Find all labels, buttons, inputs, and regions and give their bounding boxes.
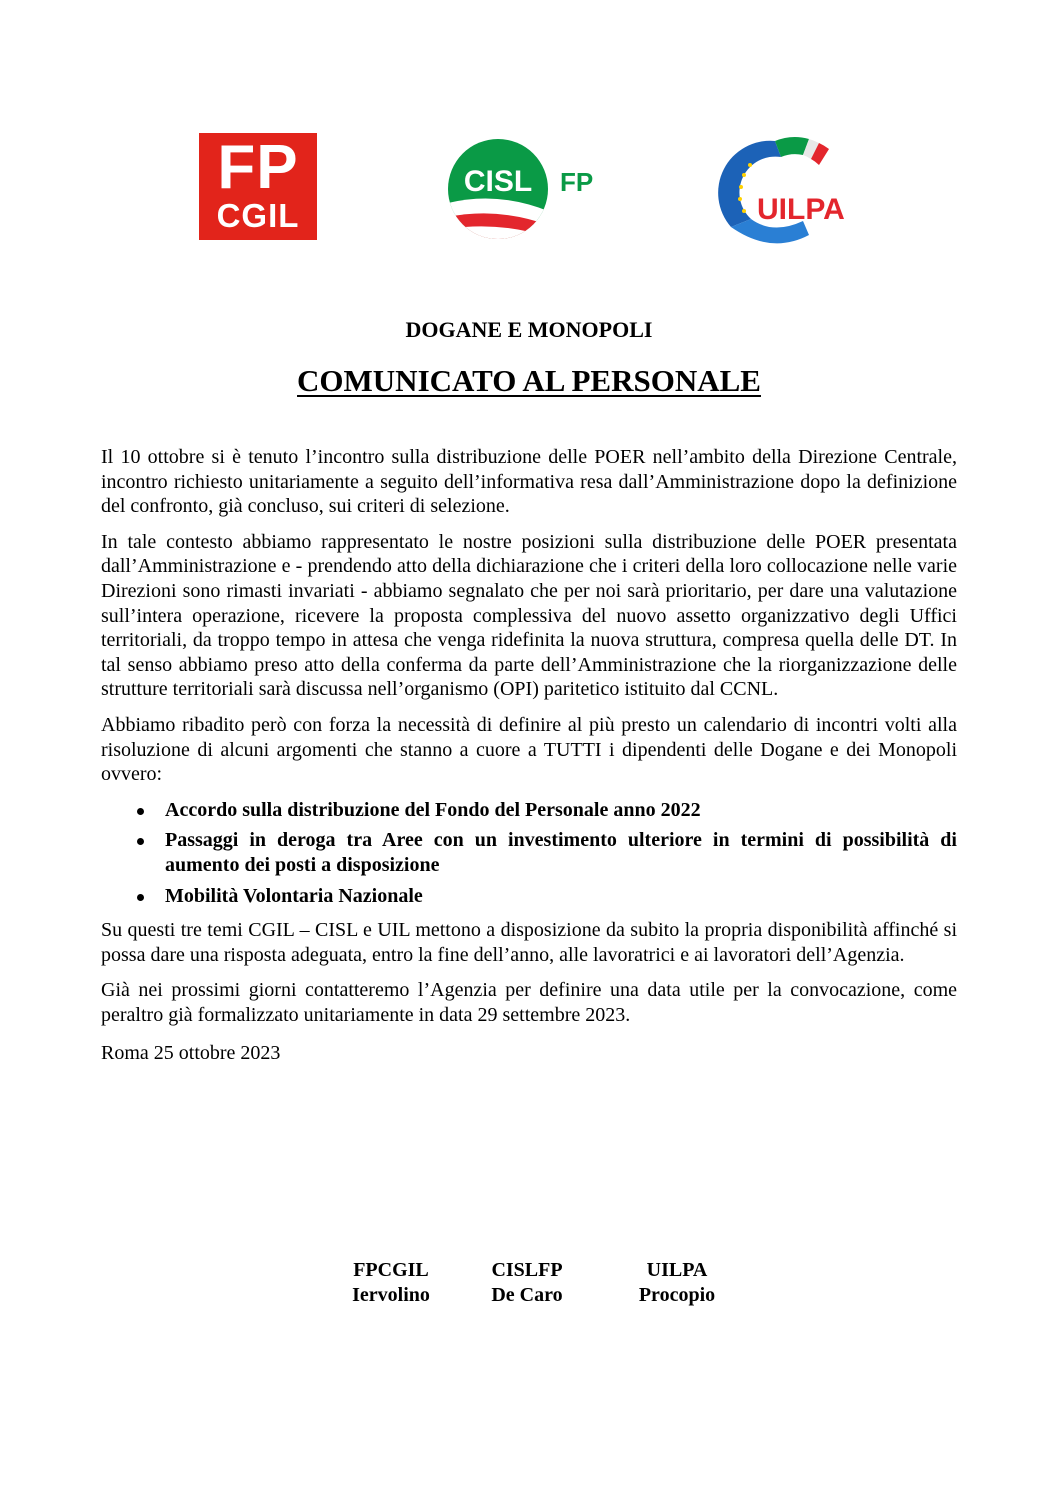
cislfp-logo [448,133,618,245]
paragraph-5: Già nei prossimi giorni contatteremo l’Agenzia per definire una data utile per la convocazione, come peraltro già formalizzato unitariamente in data 29 settembre 2023. [101,979,957,1026]
signature-name: Iervolino [352,1283,430,1306]
paragraph-2: In tale contesto abbiamo rappresentato le nostre posizioni sulla distribuzione delle POER presentata dall’Amministrazione e - prendendo atto della dichiarazione che i criteri della loro collocazione nelle varie Direzioni sono rimasti invariati - abbiamo segnalato che per noi sarà prioritario, per dare una valutazione sull’intera operazione, ricevere la proposta complessiva del nuovo assetto organizzativo degli Uffici territoriali, da troppo tempo in attesa che venga ridefinita la nuova struttura, compresa quella delle DT. In tal senso abbiamo preso atto della conferma da parte dell’Amministrazione che la riorganizzazione delle strutture territoriali sarà discussa nell’organismo (OPI) paritetico istituito dal CCNL. [101,530,957,701]
topics-list [101,798,957,908]
list-item: Passaggi in deroga tra Aree con un investimento ulteriore in termini di possibilità di aumento dei posti a disposizione [165,829,957,876]
list-item: Accordo sulla distribuzione del Fondo del Personale anno 2022 [165,798,957,823]
place-date: Roma 25 ottobre 2023 [101,1042,281,1065]
signature-name: Procopio [638,1283,716,1306]
uilpa-logo-text: UILPA [757,193,845,226]
document-subject: DOGANE E MONOPOLI [405,317,653,342]
signature-cislfp [472,1258,582,1307]
paragraph-1: Il 10 ottobre si è tenuto l’incontro sulla distribuzione delle POER nell’ambito della Direzione Centrale, incontro richiesto unitariamente a seguito dell’informativa resa dall’Amministrazione dopo la definizione del confronto, già concluso, sui criteri di selezione. [101,446,957,518]
cisl-white-band-lower [448,226,548,245]
signature-name: De Caro [491,1283,563,1306]
cisl-logo-text: CISL [463,165,533,198]
signature-fpcgil [336,1258,446,1307]
document-title: COMUNICATO AL PERSONALE [297,363,761,398]
document-body [101,445,957,1077]
signature-org: FPCGIL [353,1259,429,1281]
cisl-logo-fp-text: FP [560,167,594,197]
paragraph-3: Abbiamo ribadito però con forza la necessità di definire al più presto un calendario di incontri volti alla risoluzione di alcuni argomenti che stanno a cuore a TUTTI i dipendenti delle Dogane e dei Monopoli ovvero: [101,713,957,786]
fpcgil-logo [199,133,317,240]
signature-org: UILPA [646,1259,708,1281]
list-item: Mobilità Volontaria Nazionale [165,884,957,909]
signature-org: CISLFP [491,1259,563,1281]
fpcgil-logo-cgil: CGIL [216,197,300,234]
paragraph-4: Su questi tre temi CGIL – CISL e UIL mettono a disposizione da subito la propria disponibilità affinché si possa dare una risposta adeguata, entro la fine dell’anno, alle lavoratrici e ai lavoratori dell’Agenzia. [101,919,957,966]
uilpa-logo [711,127,861,251]
fpcgil-logo-fp: FP [217,133,299,202]
signature-uilpa [622,1258,732,1307]
